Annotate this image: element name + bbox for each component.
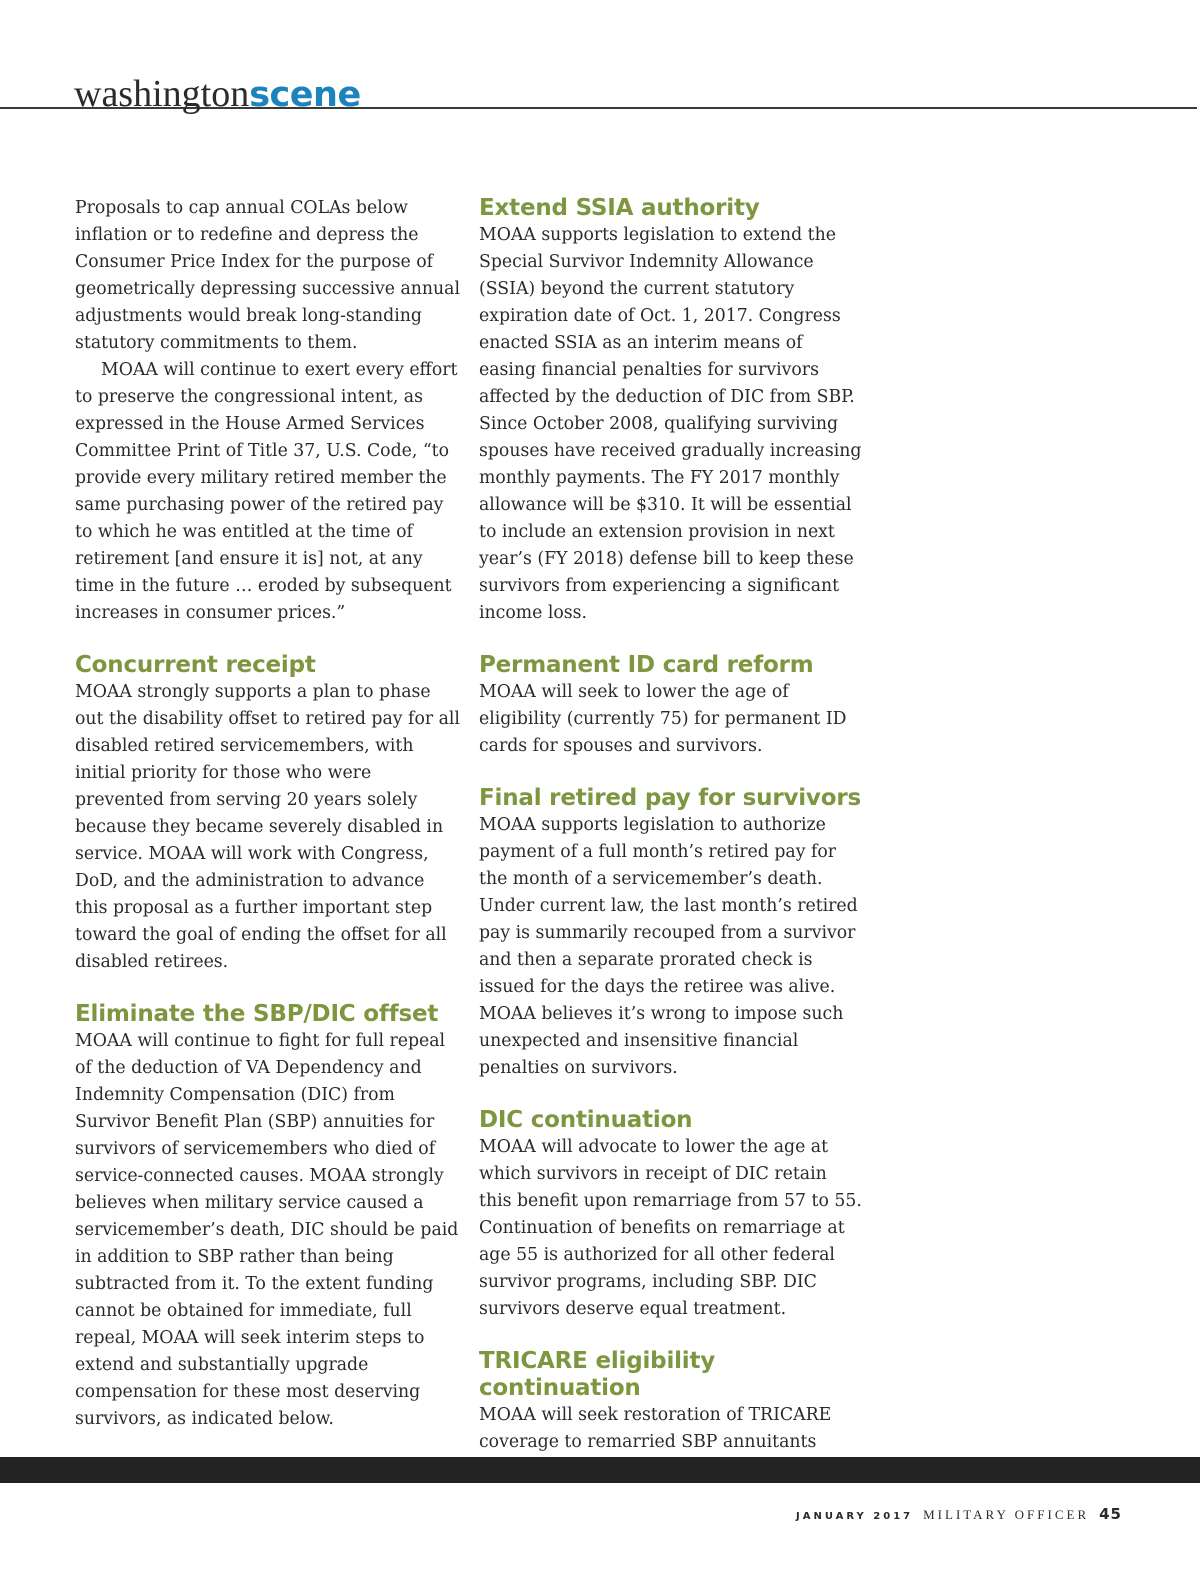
footer-publication: MILITARY OFFICER bbox=[923, 1507, 1090, 1522]
dic-continuation-heading: DIC continuation bbox=[479, 1107, 693, 1133]
footer-band bbox=[0, 1457, 1200, 1483]
id-card-body: MOAA will seek to lower the age of eligibility (currently 75) for permanent ID cards for spouses and survivors. bbox=[479, 682, 847, 756]
left-column bbox=[75, 195, 460, 1433]
footer-date: JANUARY 2017 bbox=[796, 1511, 914, 1522]
intro-paragraph-2: MOAA will continue to exert every effort to preserve the congressional intent, as expressed in the House Armed Services Committee Print of Title 37, U.S. Code, “to provide every military retired member the same purchasing power of the retired pay to which he was entitled at the time of retirement [and ensure it is] not, at any time in the future … eroded by subsequent increases in consumer prices.” bbox=[75, 360, 458, 623]
ssia-heading: Extend SSIA authority bbox=[479, 195, 760, 221]
concurrent-receipt-heading: Concurrent receipt bbox=[75, 652, 316, 678]
section-masthead bbox=[74, 72, 361, 117]
masthead-scene: scene bbox=[249, 75, 361, 115]
intro-paragraph-1: Proposals to cap annual COLAs below inflation or to redefine and depress the Consumer Price Index for the purpose of geometrically depressing successive annual adjustments would break long-standing statutory commitments to them. bbox=[75, 198, 460, 353]
page-number: 45 bbox=[1099, 1505, 1122, 1523]
tricare-body: MOAA will seek restoration of TRICARE coverage to remarried SBP annuitants bbox=[479, 1405, 832, 1452]
tricare-heading: TRICARE eligibility continuation bbox=[479, 1348, 716, 1401]
id-card-heading: Permanent ID card reform bbox=[479, 652, 814, 678]
right-column bbox=[479, 195, 864, 1456]
dic-continuation-body: MOAA will advocate to lower the age at which survivors in receipt of DIC retain this benefit upon remarriage from 57 to 55. Continuation of benefits on remarriage at age 55 is authorized for all other federal survivor programs, including SBP. DIC survivors deserve equal treatment. bbox=[479, 1137, 862, 1319]
masthead-washington: washington bbox=[74, 73, 250, 115]
concurrent-receipt-body: MOAA strongly supports a plan to phase out the disability offset to retired pay for all disabled retired servicemembers, with initial priority for those who were prevented from serving 20 years solely because they became severely disabled in service. MOAA will work with Congress, DoD, and the administration to advance this proposal as a further important step toward the goal of ending the offset for all disabled retirees. bbox=[75, 682, 460, 972]
page-footer bbox=[796, 1505, 1122, 1524]
final-retired-pay-body: MOAA supports legislation to authorize payment of a full month’s retired pay for the month of a servicemember’s death. Under current law, the last month’s retired pay is summarily recouped from a survivor and then a separate prorated check is issued for the days the retiree was alive. MOAA believes it’s wrong to impose such unexpected and insensitive financial penalties on survivors. bbox=[479, 815, 858, 1078]
sbp-dic-offset-body: MOAA will continue to fight for full repeal of the deduction of VA Dependency and Indemnity Compensation (DIC) from Survivor Benefit Plan (SBP) annuities for survivors of servicemembers who died of service-connected causes. MOAA strongly believes when military service caused a servicemember’s death, DIC should be paid in addition to SBP rather than being subtracted from it. To the extent funding cannot be obtained for immediate, full repeal, MOAA will seek interim steps to extend and substantially upgrade compensation for these most deserving survivors, as indicated below. bbox=[75, 1031, 459, 1429]
final-retired-pay-heading: Final retired pay for survivors bbox=[479, 785, 861, 811]
ssia-body: MOAA supports legislation to extend the Special Survivor Indemnity Allowance (SSIA) beyond the current statutory expiration date of Oct. 1, 2017. Congress enacted SSIA as an interim means of easing financial penalties for survivors affected by the deduction of DIC from SBP. Since October 2008, qualifying surviving spouses have received gradually increasing monthly payments. The FY 2017 monthly allowance will be $310. It will be essential to include an extension provision in next year’s (FY 2018) defense bill to keep these survivors from experiencing a significant income loss. bbox=[479, 225, 862, 623]
sbp-dic-offset-heading: Eliminate the SBP/DIC offset bbox=[75, 1001, 439, 1027]
